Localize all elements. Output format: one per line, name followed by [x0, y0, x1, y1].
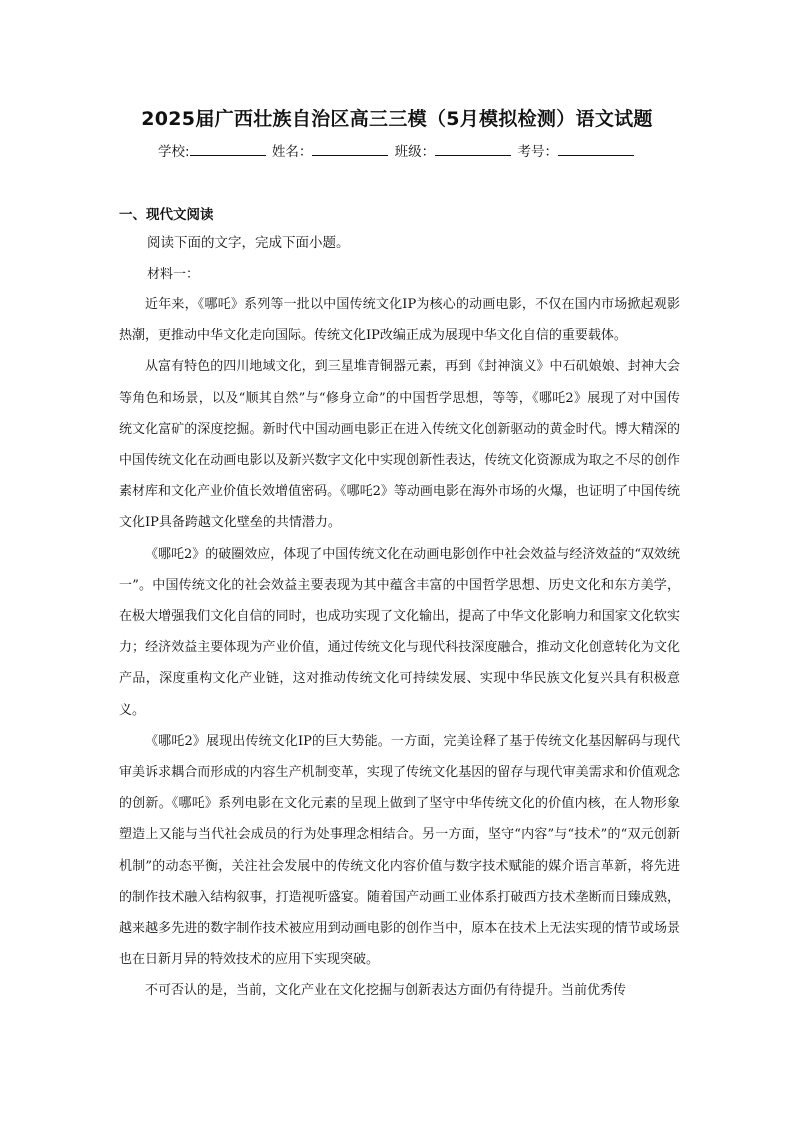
- paragraph: 近年来，《哪吒》系列等一批以中国传统文化IP为核心的动画电影，不仅在国内市场掀起观影热潮，更推动中华文化走向国际。传统文化IP改编正成为展现中华文化自信的重要载体。: [119, 297, 680, 344]
- reading-instruction: 阅读下面的文字，完成下面小题。: [147, 235, 350, 251]
- material-label: 材料一：: [147, 267, 200, 282]
- class-label: 班级：: [394, 144, 436, 160]
- number-blank[interactable]: [558, 143, 634, 156]
- class-blank[interactable]: [435, 143, 511, 156]
- paragraph: 《哪吒2》的破圈效应，体现了中国传统文化在动画电影创作中社会效益与经济效益的“双效统一”。中国传统文化的社会效益主要表现为其中蕴含丰富的中国哲学思想、历史文化和东方美学，在极大增强我们文化自信的同时，也成功实现了文化输出，提高了中华文化影响力和国家文化软实力；经济效益主要体现为产业价值，通过传统文化与现代科技深度融合，推动文化创意转化为文化产品，深度重构文化产业链，这对推动传统文化可持续发展、实现中华民族文化复兴具有积极意义。: [119, 546, 680, 718]
- student-info-line: [0, 140, 794, 160]
- number-label: 考号：: [517, 144, 558, 160]
- material-body: [119, 289, 680, 1007]
- name-label: 姓名：: [271, 144, 313, 160]
- paragraph: 《哪吒2》展现出传统文化IP的巨大势能。一方面，完美诠释了基于传统文化基因解码与现代审美诉求耦合而形成的内容生产机制变革，实现了传统文化基因的留存与现代审美需求和价值观念的创新。《哪吒》系列电影在文化元素的呈现上做到了坚守中华传统文化的价值内核，在人物形象塑造上又能与当代社会成员的行为处事理念相结合。另一方面，坚守“内容”与“技术”的“双元创新机制”的动态平衡，关注社会发展中的传统文化内容价值与数字技术赋能的媒介语言革新，将先进的制作技术融入结构叙事，打造视听盛宴。随着国产动画工业体系打破西方技术垄断而日臻成熟，越来越多先进的数字制作技术被应用到动画电影的创作当中，原本在技术上无法实现的情节或场景也在日新月异的特效技术的应用下实现突破。: [119, 733, 680, 968]
- page-title: 2025届广西壮族自治区高三三模（5月模拟检测）语文试题: [141, 108, 653, 130]
- school-label: 学校:: [158, 144, 190, 160]
- paragraph: 不可否认的是，当前，文化产业在文化挖掘与创新表达方面仍有待提升。当前优秀传: [145, 983, 627, 999]
- paragraph: 从富有特色的四川地域文化，到三星堆青铜器元素，再到《封神演义》中石矶娘娘、封神大会等角色和场景，以及“顺其自然”与“修身立命”的中国哲学思想，等等，《哪吒2》展现了对中国传统文化富矿的深度挖掘。新时代中国动画电影正在进入传统文化创新驱动的黄金时代。博大精深的中国传统文化在动画电影以及新兴数字文化中实现创新性表达，传统文化资源成为取之不尽的创作素材库和文化产业价值长效增值密码。《哪吒2》等动画电影在海外市场的火爆，也证明了中国传统文化IP具备跨越文化壁垒的共情潜力。: [119, 359, 680, 531]
- name-blank[interactable]: [312, 143, 388, 156]
- section-heading: 一、现代文阅读: [119, 207, 214, 223]
- school-blank[interactable]: [190, 143, 266, 156]
